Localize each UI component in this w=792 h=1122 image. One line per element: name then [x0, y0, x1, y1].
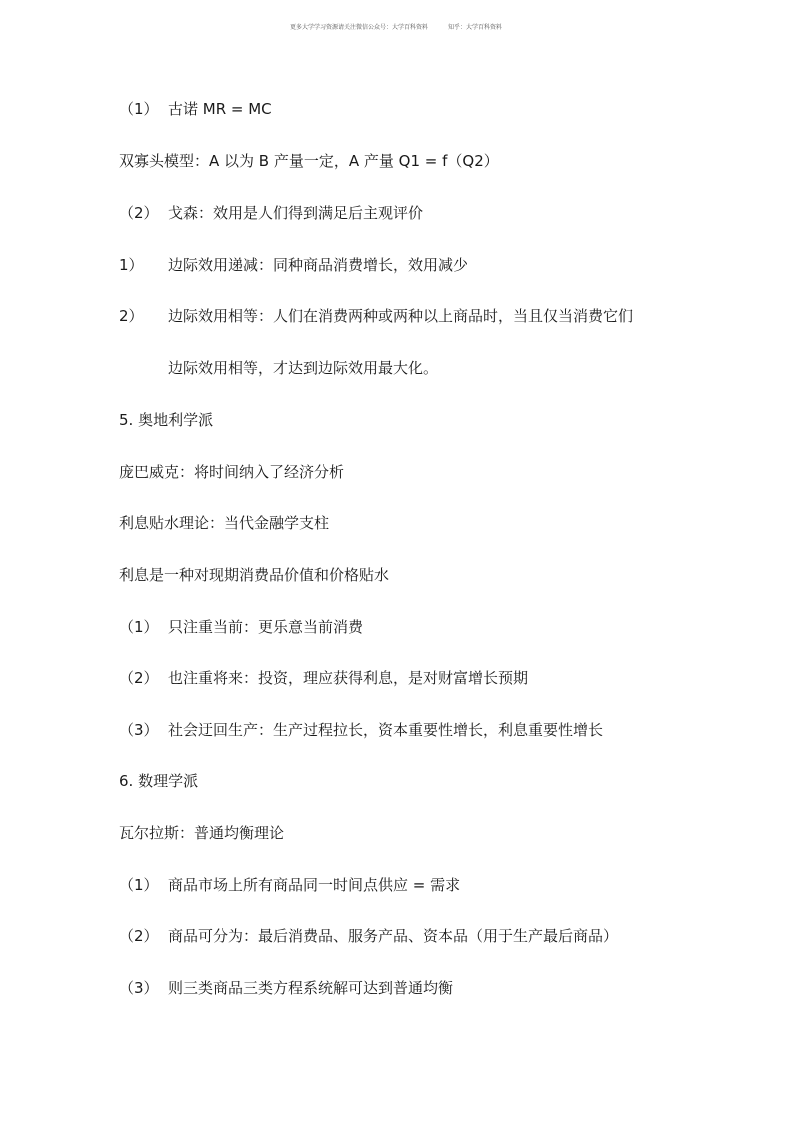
page-header — [0, 22, 792, 31]
list-marker: （1） — [119, 618, 159, 636]
line-text: 也注重将来：投资，理应获得利息，是对财富增长预期 — [168, 669, 529, 687]
list-marker: （2） — [119, 669, 159, 687]
line-text: 6. 数理学派 — [119, 772, 199, 790]
list-marker: （2） — [119, 204, 159, 222]
line-text: 商品可分为：最后消费品、服务产品、资本品（用于生产最后商品） — [168, 927, 619, 945]
line-text: 庞巴威克：将时间纳入了经济分析 — [119, 463, 345, 481]
line-text: 商品市场上所有商品同一时间点供应 = 需求 — [168, 876, 461, 894]
line-text: 社会迂回生产：生产过程拉长，资本重要性增长，利息重要性增长 — [168, 721, 604, 739]
list-marker: （3） — [119, 979, 159, 997]
header-left-text: 更多大学学习资源请关注微信公众号：大学百科资料 — [290, 24, 429, 31]
list-marker: （2） — [119, 927, 159, 945]
line-text: 则三类商品三类方程系统解可达到普通均衡 — [168, 979, 454, 997]
list-marker: 1） — [119, 256, 144, 274]
line-text: 瓦尔拉斯：普通均衡理论 — [119, 824, 285, 842]
list-marker: （1） — [119, 876, 159, 894]
line-text: 利息是一种对现期消费品价值和价格贴水 — [119, 566, 390, 584]
list-marker: （1） — [119, 100, 159, 118]
line-text: 边际效用相等：人们在消费两种或两种以上商品时，当且仅当消费它们 — [168, 307, 634, 325]
line-text: 5. 奥地利学派 — [119, 411, 214, 429]
line-text: 双寡头模型：A 以为 B 产量一定，A 产量 Q1 = f（Q2） — [119, 152, 499, 170]
line-text: 边际效用递减：同种商品消费增长，效用减少 — [168, 256, 469, 274]
line-text: 古诺 MR = MC — [168, 100, 272, 118]
line-text: 边际效用相等，才达到边际效用最大化。 — [168, 359, 439, 377]
list-marker: 2） — [119, 307, 144, 325]
line-text: 只注重当前：更乐意当前消费 — [168, 618, 364, 636]
list-marker: （3） — [119, 721, 159, 739]
header-right-text: 知乎：大学百科资料 — [447, 24, 502, 31]
line-text: 戈森：效用是人们得到满足后主观评价 — [168, 204, 424, 222]
line-text: 利息贴水理论：当代金融学支柱 — [119, 514, 330, 532]
